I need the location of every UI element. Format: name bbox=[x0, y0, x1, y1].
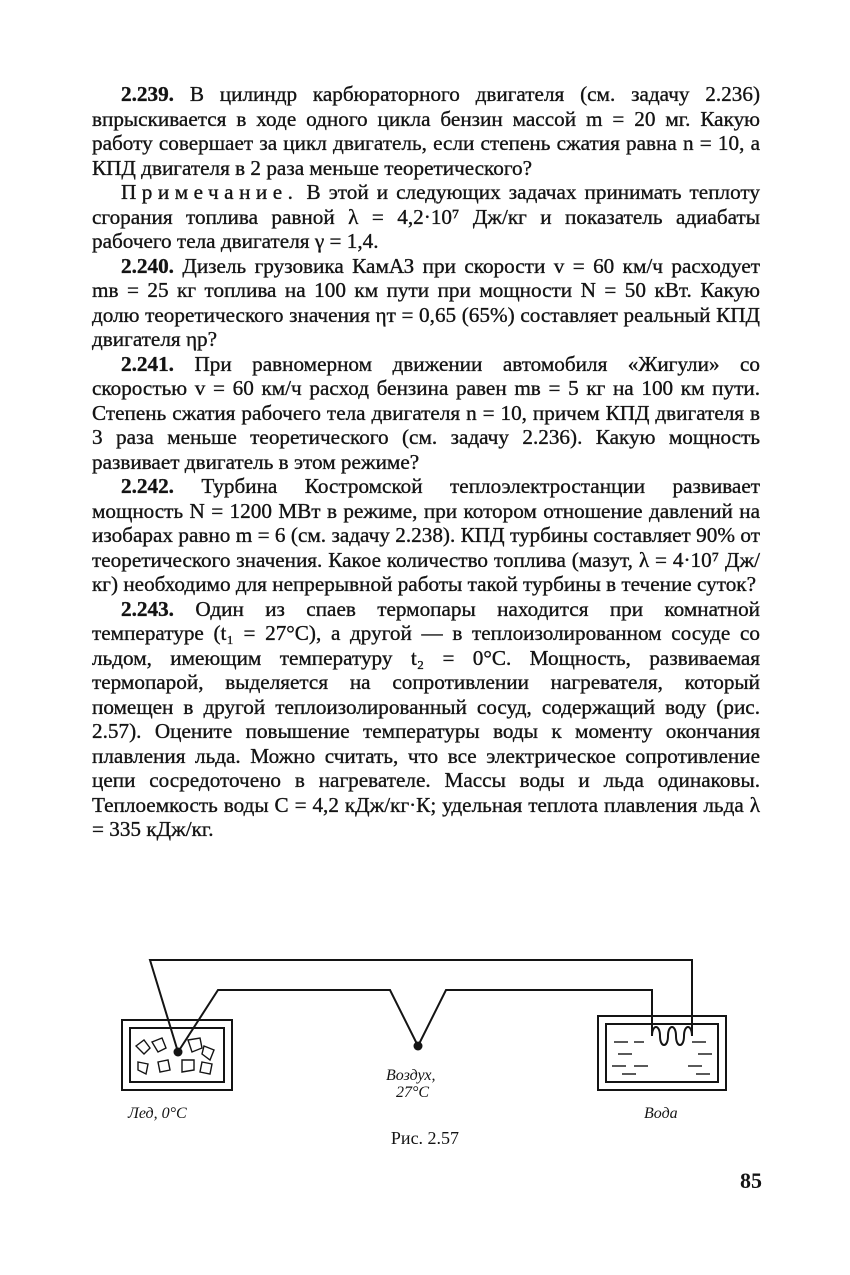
water-dashes bbox=[612, 1042, 712, 1074]
problem-body: Один из спаев термопары находится при комнатной температуре (t₁ = 27°C), а другой — в теплоизолированном сосуде со льдом, имеющим температуру t₂ = 0°C. Мощность, развиваемая термопарой, выделяется на сопротивлении нагревателя, который помещен в другой теплоизолированный сосуд, содержащий воду (рис. 2.57). Оцените повышение температуры воды к моменту окончания плавления льда. Можно считать, что все электрическое сопротивление цепи сосредоточено в нагревателе. Массы воды и льда одинаковы. Теплоемкость воды C = 4,2 кДж/кг·К; удельная теплота плавления льда λ = 335 кДж/кг. bbox=[92, 596, 761, 841]
problem-number: 2.243. bbox=[121, 596, 174, 621]
label-water: Вода bbox=[644, 1105, 678, 1122]
note-body: В этой и следующих задачах принимать теплоту сгорания топлива равной λ = 4,2·10⁷ Дж/кг и показатель адиабаты рабочего тела двигателя γ = 1,4. bbox=[92, 180, 760, 253]
problem-number: 2.242. bbox=[121, 474, 174, 498]
figure-caption: Рис. 2.57 bbox=[390, 1128, 460, 1148]
problem-number: 2.239. bbox=[121, 82, 174, 106]
problem-number: 2.241. bbox=[121, 351, 174, 376]
note-paragraph bbox=[92, 180, 760, 254]
problem-2-243 bbox=[92, 597, 760, 842]
note-label: Примечание. bbox=[121, 180, 299, 204]
problem-text-block bbox=[92, 82, 760, 842]
problem-body: В цилиндр карбюраторного двигателя (см. задачу 2.236) впрыскивается в ходе одного цикла бензин массой m = 20 мг. Какую работу совершает за цикл двигатель, если степень сжатия равна n = 10, а КПД двигателя в 2 раза меньше теоретического? bbox=[92, 82, 761, 180]
problem-body: Турбина Костромской теплоэлектростанции развивает мощность N = 1200 МВт в режиме, при котором отношение давлений на изобарах равно m = 6 (см. задачу 2.238). КПД турбины составляет 90% от теоретического значения. Какое количество топлива (мазут, λ = 4·10⁷ Дж/кг) необходимо для непрерывной работы такой турбины в течение суток? bbox=[92, 474, 760, 596]
label-air-line2: 27°C bbox=[396, 1084, 430, 1101]
label-ice: Лед, 0°C bbox=[128, 1105, 187, 1122]
problem-2-240 bbox=[92, 254, 760, 352]
problem-2-242 bbox=[92, 474, 760, 597]
label-air-line1: Воздух, bbox=[386, 1067, 436, 1084]
page-number: 85 bbox=[740, 1168, 762, 1193]
heater-coil bbox=[652, 1027, 692, 1045]
air-junction-dot bbox=[414, 1042, 423, 1051]
ice-junction-dot bbox=[174, 1048, 183, 1057]
problem-body: При равномерном движении автомобиля «Жигули» со скоростью v = 60 км/ч расход бензина равен mв = 5 кг на 100 км пути. Степень сжатия рабочего тела двигателя n = 10, причем КПД двигателя в 3 раза меньше теоретического (см. задачу 2.236). Какую мощность развивает двигатель в этом режиме? bbox=[92, 351, 760, 474]
problem-body: Дизель грузовика КамАЗ при скорости v = 60 км/ч расходует mв = 25 кг топлива на 100 км пути при мощности N = 50 кВт. Какую долю теоретического значения ηт = 0,65 (65%) составляет реальный КПД двигателя ηр? bbox=[92, 253, 760, 351]
problem-2-241 bbox=[92, 352, 760, 475]
problem-2-239 bbox=[92, 82, 760, 180]
water-vessel-outer bbox=[598, 1016, 726, 1090]
problem-number: 2.240. bbox=[121, 253, 174, 278]
